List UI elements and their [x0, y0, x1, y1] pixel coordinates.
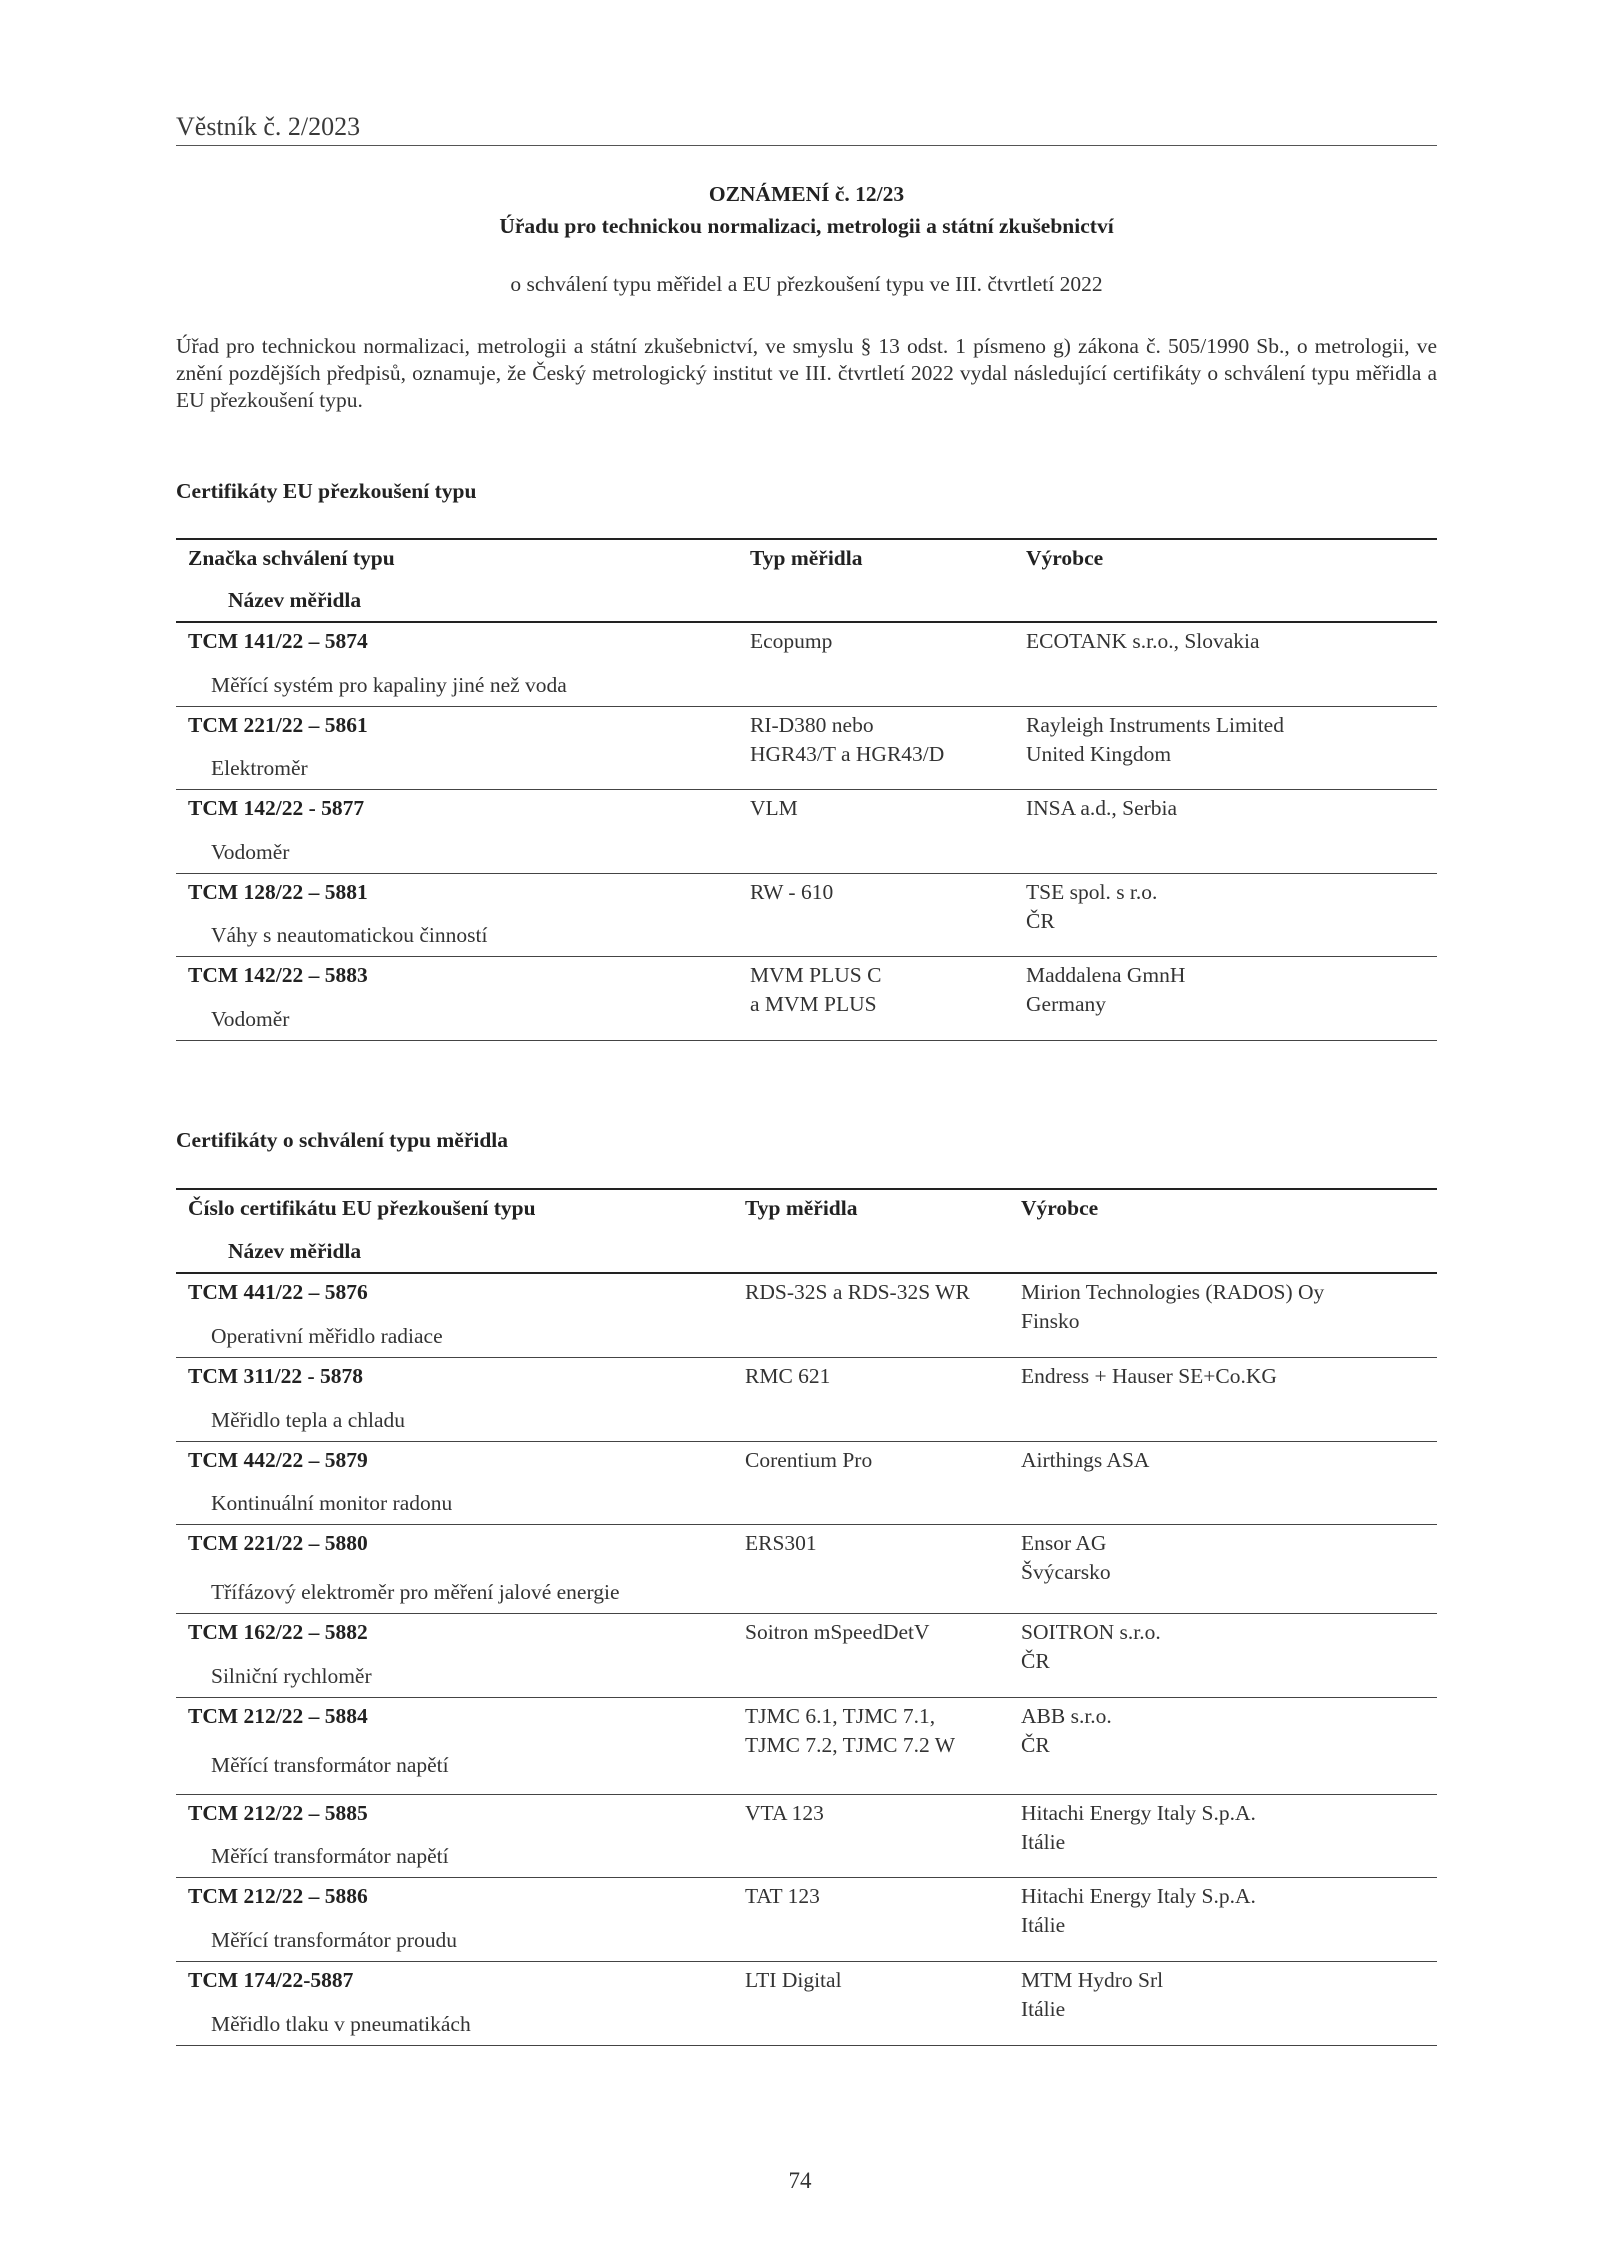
table-row	[176, 623, 1437, 707]
instrument-type: TJMC 6.1, TJMC 7.1, TJMC 7.2, TJMC 7.2 W	[745, 1704, 956, 1757]
column-header-maker: Výrobce	[1026, 546, 1104, 570]
table-row	[176, 1962, 1437, 2046]
certificate-code: TCM 128/22 – 5881	[188, 880, 368, 904]
table-row	[176, 707, 1437, 790]
manufacturer: INSA a.d., Serbia	[1026, 796, 1178, 820]
certificate-code: TCM 142/22 - 5877	[188, 796, 365, 820]
certificate-code: TCM 142/22 – 5883	[188, 963, 368, 987]
certificate-code: TCM 212/22 – 5885	[188, 1801, 368, 1825]
manufacturer: Hitachi Energy Italy S.p.A. Itálie	[1021, 1801, 1256, 1854]
header-rule	[176, 145, 1437, 146]
table-row	[176, 1525, 1437, 1614]
table-header-row	[176, 538, 1437, 623]
certificate-code: TCM 212/22 – 5884	[188, 1704, 368, 1728]
table-row	[176, 1795, 1437, 1878]
table-row	[176, 1442, 1437, 1525]
instrument-type: VLM	[750, 796, 798, 820]
column-header-code: Značka schválení typu	[188, 546, 395, 570]
instrument-type: RI-D380 nebo HGR43/T a HGR43/D	[750, 713, 945, 766]
certificate-code: TCM 441/22 – 5876	[188, 1280, 368, 1304]
instrument-name: Měřící transformátor proudu	[211, 1928, 457, 1952]
table-header-row	[176, 1188, 1437, 1274]
instrument-name: Silniční rychloměr	[211, 1664, 372, 1688]
table-row	[176, 874, 1437, 957]
manufacturer: SOITRON s.r.o. ČR	[1021, 1620, 1161, 1673]
section-title-type-approval: Certifikáty o schválení typu měřidla	[176, 1128, 509, 1152]
column-header-type: Typ měřidla	[750, 546, 863, 570]
certificate-code: TCM 174/22-5887	[188, 1968, 354, 1992]
instrument-name: Měřící transformátor napětí	[211, 1753, 449, 1777]
manufacturer: Endress + Hauser SE+Co.KG	[1021, 1364, 1277, 1388]
column-header-maker: Výrobce	[1021, 1196, 1099, 1220]
instrument-type: VTA 123	[745, 1801, 824, 1825]
certificate-code: TCM 141/22 – 5874	[188, 629, 368, 653]
table-row	[176, 790, 1437, 874]
instrument-type: Corentium Pro	[745, 1448, 873, 1472]
instrument-type: RW - 610	[750, 880, 834, 904]
table-row	[176, 1614, 1437, 1698]
instrument-name: Váhy s neautomatickou činností	[211, 923, 488, 947]
certificate-code: TCM 221/22 – 5861	[188, 713, 368, 737]
instrument-type: Ecopump	[750, 629, 833, 653]
instrument-name: Kontinuální monitor radonu	[211, 1491, 453, 1515]
instrument-name: Měřidlo tlaku v pneumatikách	[211, 2012, 471, 2036]
announcement-title: OZNÁMENÍ č. 12/23	[708, 182, 905, 206]
instrument-name: Měřící transformátor napětí	[211, 1844, 449, 1868]
announcement-subject: o schválení typu měřidel a EU přezkoušení typu ve III. čtvrtletí 2022	[510, 272, 1103, 296]
eu-certificates-table	[176, 538, 1437, 1041]
instrument-name: Vodoměr	[211, 840, 290, 864]
instrument-name: Operativní měřidlo radiace	[211, 1324, 443, 1348]
table-row	[176, 1358, 1437, 1442]
type-approval-table	[176, 1188, 1437, 2046]
manufacturer: Rayleigh Instruments Limited United Kingdom	[1026, 713, 1284, 766]
instrument-name: Třífázový elektroměr pro měření jalové energie	[211, 1580, 620, 1604]
instrument-name: Elektroměr	[211, 756, 308, 780]
column-header-type: Typ měřidla	[745, 1196, 858, 1220]
table-row	[176, 1878, 1437, 1962]
manufacturer: Mirion Technologies (RADOS) Oy Finsko	[1021, 1280, 1325, 1333]
manufacturer: ABB s.r.o. ČR	[1021, 1704, 1112, 1757]
journal-header: Věstník č. 2/2023	[176, 112, 361, 141]
manufacturer: Airthings ASA	[1021, 1448, 1150, 1472]
instrument-type: MVM PLUS C a MVM PLUS	[750, 963, 882, 1016]
certificate-code: TCM 162/22 – 5882	[188, 1620, 368, 1644]
instrument-name: Měřící systém pro kapaliny jiné než voda	[211, 673, 567, 697]
instrument-name: Měřidlo tepla a chladu	[211, 1408, 406, 1432]
section-title-eu-certificates: Certifikáty EU přezkoušení typu	[176, 479, 477, 503]
instrument-type: ERS301	[745, 1531, 817, 1555]
instrument-type: RDS-32S a RDS-32S WR	[745, 1280, 970, 1304]
manufacturer: Maddalena GmnH Germany	[1026, 963, 1186, 1016]
manufacturer: Ensor AG Švýcarsko	[1021, 1531, 1111, 1584]
manufacturer: MTM Hydro Srl Itálie	[1021, 1968, 1164, 2021]
manufacturer: ECOTANK s.r.o., Slovakia	[1026, 629, 1260, 653]
column-header-name: Název měřidla	[228, 588, 362, 612]
certificate-code: TCM 311/22 - 5878	[188, 1364, 363, 1388]
instrument-type: TAT 123	[745, 1884, 820, 1908]
instrument-type: LTI Digital	[745, 1968, 842, 1992]
column-header-name: Název měřidla	[228, 1239, 362, 1263]
certificate-code: TCM 212/22 – 5886	[188, 1884, 368, 1908]
announcement-office: Úřadu pro technickou normalizaci, metrologii a státní zkušebnictví	[499, 214, 1114, 238]
instrument-name: Vodoměr	[211, 1007, 290, 1031]
manufacturer: Hitachi Energy Italy S.p.A. Itálie	[1021, 1884, 1256, 1937]
certificate-code: TCM 442/22 – 5879	[188, 1448, 368, 1472]
certificate-code: TCM 221/22 – 5880	[188, 1531, 368, 1555]
announcement-intro: Úřad pro technickou normalizaci, metrologii a státní zkušebnictví, ve smyslu § 13 odst. 1 písmeno g) zákona č. 505/1990 Sb., o metrologii, ve znění pozdějších předpisů, oznamuje, že Český metrologický institut ve III. čtvrtletí 2022 vydal následující certifikáty o schválení typu měřidla a EU přezkoušení typu.	[176, 334, 1437, 412]
table-row	[176, 1274, 1437, 1358]
table-row	[176, 957, 1437, 1041]
instrument-type: RMC 621	[745, 1364, 831, 1388]
column-header-code: Číslo certifikátu EU přezkoušení typu	[188, 1196, 536, 1220]
instrument-type: Soitron mSpeedDetV	[745, 1620, 930, 1644]
page-number: 74	[788, 2168, 812, 2193]
manufacturer: TSE spol. s r.o. ČR	[1026, 880, 1158, 933]
table-row	[176, 1698, 1437, 1795]
